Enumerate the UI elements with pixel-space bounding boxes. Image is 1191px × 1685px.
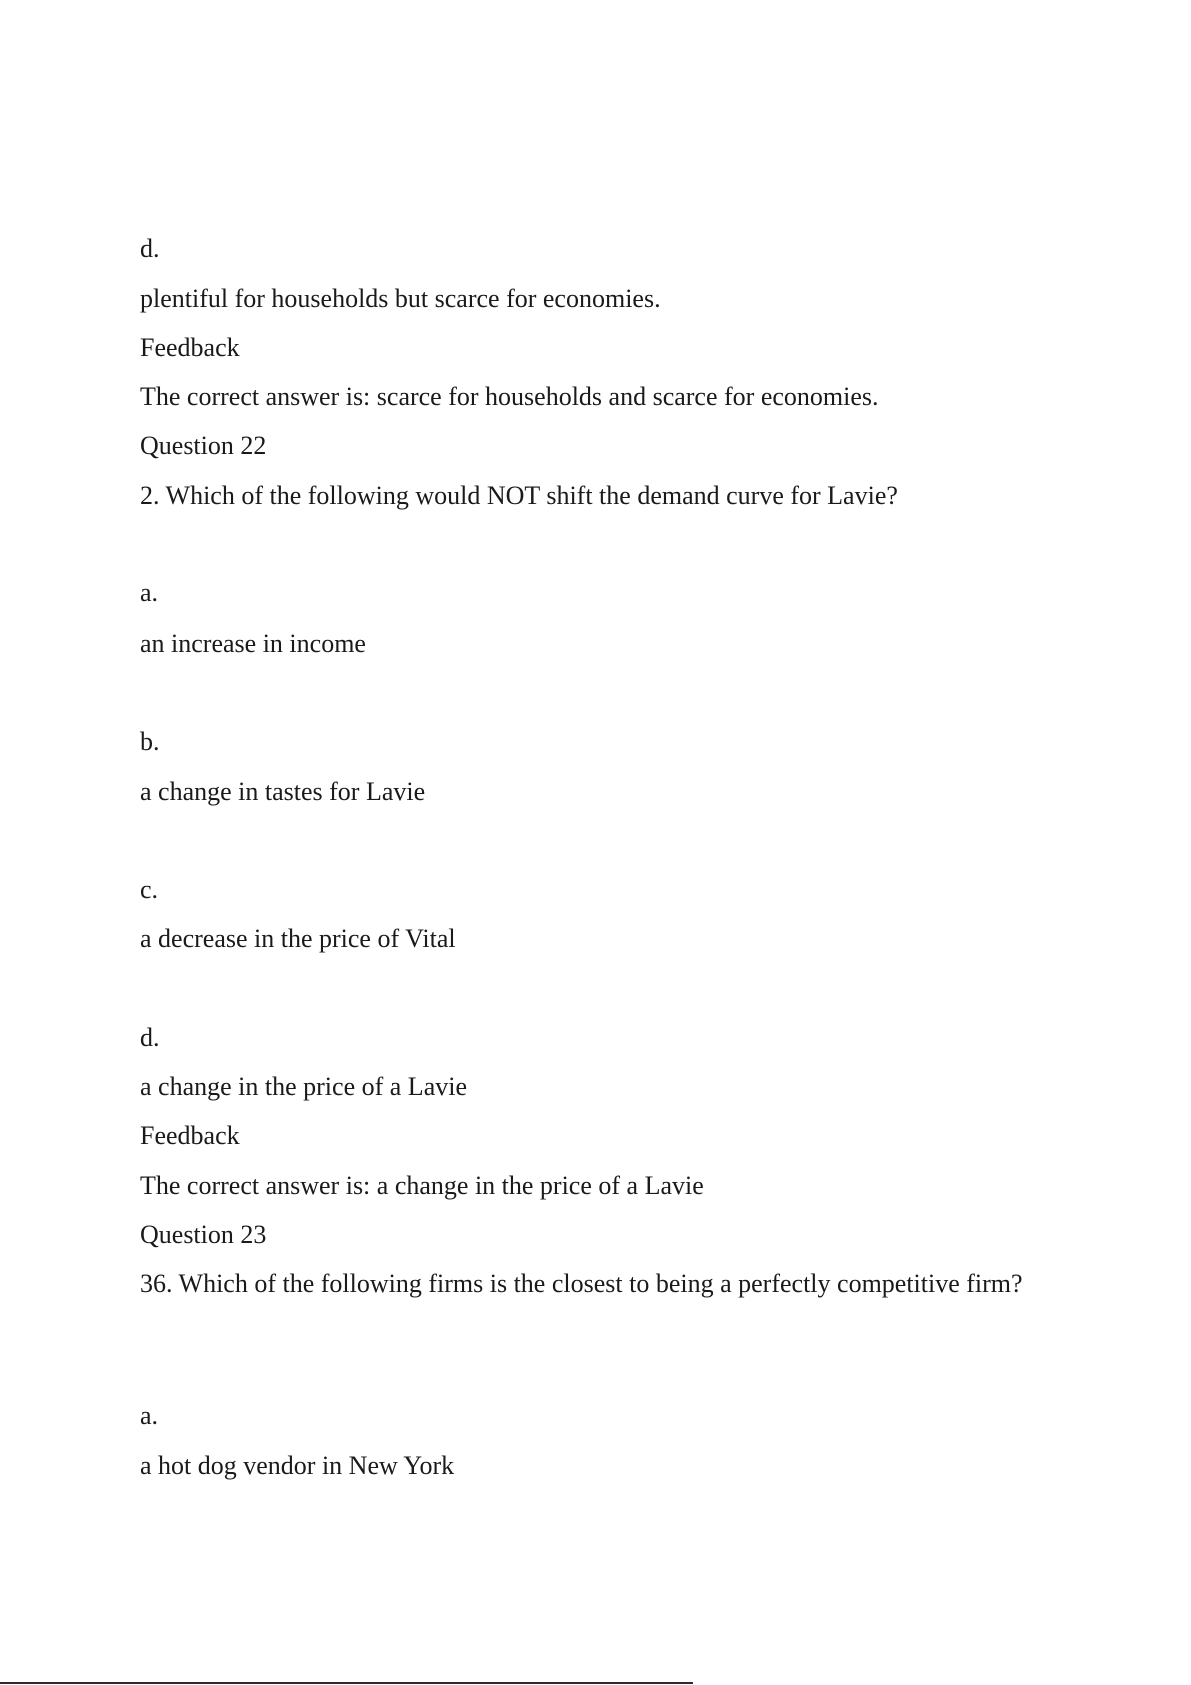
feedback-text: The correct answer is: scarce for households and scarce for economies. <box>140 382 879 411</box>
question-number: Question 23 <box>140 1220 267 1249</box>
option-text: plentiful for households but scarce for economies. <box>140 284 661 313</box>
option-letter: b. <box>140 727 160 756</box>
page-bottom-rule <box>0 1682 693 1684</box>
feedback-text: The correct answer is: a change in the price of a Lavie <box>140 1171 704 1200</box>
option-letter: a. <box>140 1401 159 1430</box>
question-prompt: 36. Which of the following firms is the closest to being a perfectly competitive firm? <box>140 1269 1023 1298</box>
option-text: an increase in income <box>140 629 366 658</box>
option-letter: d. <box>140 234 160 263</box>
option-text: a change in the price of a Lavie <box>140 1072 467 1101</box>
option-letter: c. <box>140 875 159 904</box>
option-letter: d. <box>140 1023 160 1052</box>
question-prompt: 2. Which of the following would NOT shift the demand curve for Lavie? <box>140 481 898 510</box>
option-text: a change in tastes for Lavie <box>140 777 426 806</box>
option-text: a hot dog vendor in New York <box>140 1451 455 1480</box>
option-letter: a. <box>140 578 159 607</box>
feedback-label: Feedback <box>140 1121 240 1150</box>
feedback-label: Feedback <box>140 333 240 362</box>
option-text: a decrease in the price of Vital <box>140 924 456 953</box>
question-number: Question 22 <box>140 431 267 460</box>
